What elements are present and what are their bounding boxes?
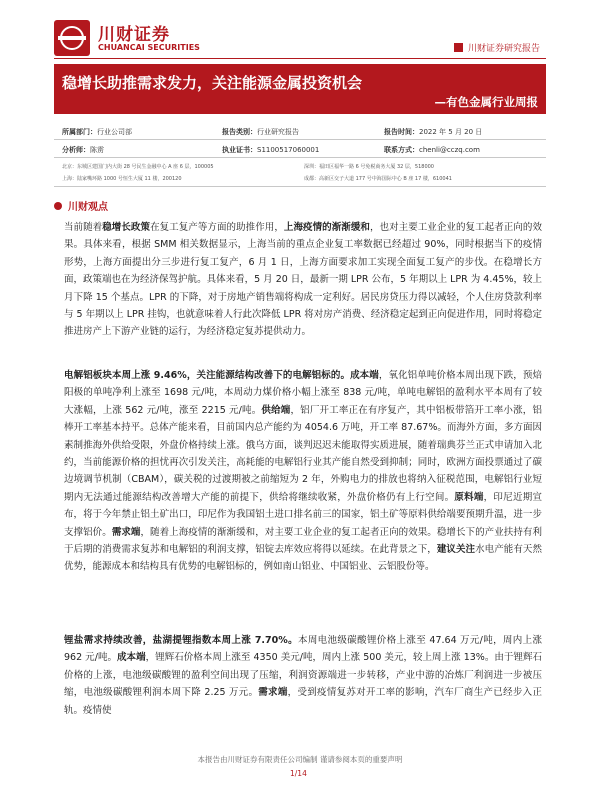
contact-email[interactable]: chenli@cczq.com [419,146,480,154]
section-bullet-icon [54,202,62,210]
text-run: 本周电池级碳酸锂价格上涨至 47.64 万元/吨，周内上涨 962 元/吨。 [64,635,542,664]
bold-text-run: 原料端 [454,491,484,503]
text-run: ，也对主要工业企业的复工起者正向的效果。具体来看，根据 SMM 相关数据显示，上海当前的重点企业复工率数据已经超过 90%，同时根据当下的疫情形势，上海方面提出分三步进行复工复产，6 月 1 日，上海方面要求加工实现全面复工复产的步伐。在稳增长方面，政策端也在为经济保驾护航。具体来看，5 月 20 日，最新一期 LPR 公布，5 年期以上 LPR 为 4.45%，较上月下降 15 个基点。LPR 的下降，对于房地产销售端将构成一定利好。居民房贷压力得以减轻，个人住房贷款利率与 5 年期以上 LPR 挂钩，也就意味着人行此次降低 LPR 将对房产消费、经济稳定起到正向促进作用，同时将稳定推进房产上下游产业链的运行，为经济稳定复苏提供动力。 [64,222,542,338]
logo-english-name: CHUANCAI SECURITIES [98,43,200,52]
text-run: ，随着上海疫情的渐渐缓和，对主要工业企业的复工起者正向的效果。稳增长下的产业扶持有利于后期的消费需求复苏和电解铝的利润支撑，铝锭去库效应将得以延续。在此背景之下， [64,526,542,556]
text-run: 在复工复产等方面的助推作用， [150,222,284,233]
address-chengdu: 成都：高新区交子大道 177 号中海国际中心 B 座 17 楼，610041 [304,176,452,182]
meta-divider [54,186,546,187]
meta-divider [54,157,546,158]
meta-divider [54,139,546,140]
report-series [454,41,540,54]
bold-text-run: 电解铝板块本周上涨 9.46%，关注能源结构改善下的电解铝标的。成本端 [64,370,379,381]
contact-label: 联系方式： [384,146,419,154]
title-banner [54,64,546,114]
address-shanghai: 上海：陆家嘴环路 1000 号恒生大厦 11 楼，200120 [62,176,182,182]
header-divider [54,58,546,59]
company-logo [54,20,284,56]
logo-emblem-icon [54,20,90,56]
bold-text-run: 锂盐需求持续改善，盐湖提锂指数本周上涨 7.70%。 [64,635,298,646]
footer-disclaimer: 本报告由川财证券有限责任公司编制 谨请参阅本页的重要声明 [197,755,403,764]
logo-chinese-name: 川财证券 [98,25,170,45]
square-bullet-icon [454,43,463,52]
bold-text-run: 成本端 [117,652,146,664]
report-title: 稳增长助推需求发力，关注能源金属投资机会 [62,74,363,92]
cert-label: 执业证书： [222,146,257,154]
time-label: 报告时间： [384,128,419,136]
type-label: 报告类别： [222,128,257,136]
page-number: 1/14 [290,769,307,778]
bold-text-run: 上海疫情的渐渐缓和 [283,222,370,233]
cert-value: S1100517060001 [257,146,320,154]
text-run: ，铝厂开工率正在有序复产，其中铝板带箔开工率小涨，铝棒开工率基本持平。总体产能来看，目前国内总产能约为 4054.6 万吨，开工率 87.67%。而海外方面，多方面因素制推海外供给受限，外盘价格持续上涨。俄乌方面，谈判迟迟未能取得实质进展，随着瑞典芬兰正式申请加入北约，当前能源价格的担忧再次引发关注，高耗能的电解铝行业其产能自然受到抑制；同时，欧洲方面投票通过了碳边境调节机制（CBAM），碳关税的过渡期被之前缩短为 2 年，外购电力的排放也将纳入征税范围，电解铝行业短期内无法通过能源结构改善增大产能的前提下，供给将继续收紧，外盘价格仍有上行空间。 [64,404,542,503]
text-run: 水电产能有天然优势，能源成本和结构具有优势的电解铝标的，例如南山铝业、中国铝业、云铝股份等。 [64,544,542,573]
text-run: ，氧化铝单吨价格本周出现下跌，预焙阳极的单吨净利上涨至 1698 元/吨，本周动力煤价格小幅上涨至 838 元/吨，单吨电解铝的盈利水平本周有了较大涨幅，上涨 562 元/吨，涨至 2215 元/吨。 [64,370,542,416]
section-header [54,198,108,213]
text-run: 当前随着 [64,222,103,233]
section-title: 川财观点 [68,202,108,213]
bold-text-run: 建议关注 [436,544,476,556]
address-shenzhen: 深圳：福田区福华一路 6 号免税商务大厦 32 层，518000 [304,164,434,170]
dept-label: 所属部门： [62,128,97,136]
bold-text-run: 需求端 [258,687,288,699]
text-run: ，锂辉石价格本周上涨至 4350 美元/吨，周内上涨 500 美元，较上周上涨 13%。由于锂辉石价格的上涨，电池级碳酸锂的盈利空间出现了压缩，利润资源端进一步转移，产业中游的冶炼厂利润进一步被压缩，电池级碳酸锂利润本周下降 2.25 万元。 [64,652,542,699]
report-series-label: 川财证券研究报告 [467,44,540,54]
text-run: ，受到疫情复苏对开工率的影响，汽车厂商生产已经步入正轨。疫情使 [64,687,542,716]
paragraph-1 [64,219,542,341]
text-run: ，印尼近期宣布，将于今年禁止铝土矿出口，印尼作为我国铝土进口排名前三的国家，铝土矿等原料供给端要预期升温，进一步支撑铝价。 [64,491,542,538]
dept-value: 行业公司部 [97,128,132,136]
paragraph-3 [64,632,542,719]
analyst-value: 陈雳 [90,146,104,154]
bold-text-run: 需求端 [111,526,141,538]
analyst-label: 分析师： [62,146,90,154]
address-beijing: 北京：东城区建国门内大街 28 号民生金融中心 A 座 6 层，100005 [62,164,214,170]
bold-text-run: 供给端 [261,404,291,416]
time-value: 2022 年 5 月 20 日 [419,128,483,136]
paragraph-2 [64,367,542,576]
bold-text-run: 稳增长政策 [102,222,151,233]
type-value: 行业研究报告 [257,128,299,136]
report-subtitle: —有色金属行业周报 [434,95,538,109]
